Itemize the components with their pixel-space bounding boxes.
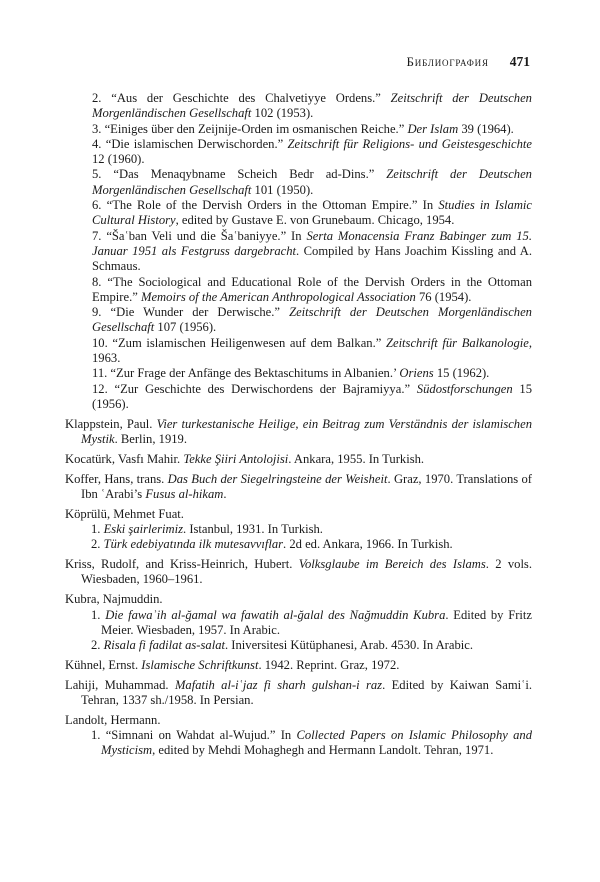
- entry-author: Landolt, Hermann.: [65, 712, 161, 727]
- bibliography-subitem: 9. “Die Wunder der Derwische.” Zeitschrift der Deutschen Morgenländischen Gesellschaft 107 (1956).: [92, 305, 532, 335]
- entry-text: Klappstein, Paul. Vier turkestanische Heilige, ein Beitrag zum Verständnis der islamischen Mystik. Berlin, 1919.: [65, 416, 532, 447]
- entry-text: Lahiji, Muhammad. Mafatih al-iʿjaz fi sharh gulshan-i raz. Edited by Kaiwan Samiʿi. Tehran, 1337 sh./1958. In Persian.: [65, 677, 533, 707]
- bibliography-entry: [65, 507, 532, 553]
- bibliography-subitem: 11. “Zur Frage der Anfänge des Bektaschitums in Albanien.’ Oriens 15 (1962).: [92, 366, 490, 381]
- bibliography-subitem: 12. “Zur Geschichte des Derwischordens der Bajramiyya.” Südostforschungen 15 (1956).: [92, 381, 532, 411]
- page-number: 471: [509, 54, 530, 69]
- bibliography-subitem: 5. “Das Menaqybname Scheich Bedr ad-Dins.” Zeitschrift der Deutschen Morgenländischen Gesellschaft 101 (1950).: [92, 167, 532, 197]
- bibliography-subitem: 3. “Einiges über den Zeijnije-Orden im osmanischen Reiche.” Der Islam 39 (1964).: [92, 121, 514, 136]
- bibliography-subitem: 2. Türk edebiyatında ilk mutesavvıflar. 2d ed. Ankara, 1966. In Turkish.: [91, 537, 453, 552]
- entry-author: Kubra, Najmuddin.: [65, 592, 163, 607]
- bibliography-entry: [65, 472, 532, 503]
- bibliography-subitem: 4. “Die islamischen Derwischorden.” Zeitschrift für Religions- und Geistesgeschichte 12 (1960).: [92, 136, 532, 167]
- entry-text: Kühnel, Ernst. Islamische Schriftkunst. 1942. Reprint. Graz, 1972.: [65, 657, 400, 672]
- bibliography-list: [65, 91, 532, 759]
- bibliography-entry: [65, 417, 532, 448]
- entry-text: Kocatürk, Vasfı Mahir. Tekke Şiiri Antolojisi. Ankara, 1955. In Turkish.: [65, 451, 425, 466]
- bibliography-subitem: 10. “Zum islamischen Heiligenwesen auf dem Balkan.” Zeitschrift für Balkanologie, 1963.: [92, 335, 533, 366]
- entry-text: Koffer, Hans, trans. Das Buch der Siegelringsteine der Weisheit. Graz, 1970. Translations of Ibn ʿArabi’s Fusus al-hikam.: [65, 471, 532, 501]
- bibliography-subitem: 8. “The Sociological and Educational Role of the Dervish Orders in the Ottoman Empire.” Memoirs of the American Anthropological Association 76 (1954).: [92, 274, 532, 304]
- running-head: [65, 54, 532, 70]
- entry-text: Kriss, Rudolf, and Kriss-Heinrich, Hubert. Volksglaube im Bereich des Islams. 2 vols. Wiesbaden, 1960–1961.: [65, 557, 532, 587]
- bibliography-subitem: 1. “Simnani on Wahdat al-Wujud.” In Collected Papers on Islamic Philosophy and Mysticism, edited by Mehdi Mohaghegh and Hermann Landolt. Tehran, 1971.: [91, 728, 532, 758]
- bibliography-entry: [65, 713, 532, 759]
- bibliography-subitem: 2. Risala fi fadilat as-salat. Iniversitesi Kütüphanesi, Arab. 4530. In Arabic.: [91, 638, 473, 653]
- running-head-title: Библиография: [406, 54, 489, 69]
- bibliography-entry: [65, 452, 532, 467]
- bibliography-subitem: 7. “Šaʿban Veli und die Šaʿbaniyye.” In Serta Monacensia Franz Babinger zum 15. Januar 1951 als Festgruss dargebracht. Compiled by Hans Joachim Kissling and A. Schmaus.: [92, 228, 533, 274]
- bibliography-entry: [65, 557, 532, 588]
- entry-author: Köprülü, Mehmet Fuat.: [65, 506, 184, 521]
- bibliography-entry: [65, 678, 532, 709]
- bibliography-subitem: 1. Eski şairlerimiz. Istanbul, 1931. In Turkish.: [91, 522, 323, 537]
- bibliography-subitem: 6. “The Role of the Dervish Orders in the Ottoman Empire.” In Studies in Islamic Cultural History, edited by Gustave E. von Grunebaum. Chicago, 1954.: [92, 198, 533, 228]
- bibliography-entry: [65, 592, 532, 653]
- bibliography-entry: [65, 658, 532, 673]
- bibliography-subitem: 2. “Aus der Geschichte des Chalvetiyye Ordens.” Zeitschrift der Deutschen Morgenländischen Gesellschaft 102 (1953).: [92, 91, 532, 121]
- bibliography-subitem: 1. Die fawaʾih al-ğamal wa fawatih al-ğalal des Nağmuddin Kubra. Edited by Fritz Meier. Wiesbaden, 1957. In Arabic.: [91, 607, 532, 637]
